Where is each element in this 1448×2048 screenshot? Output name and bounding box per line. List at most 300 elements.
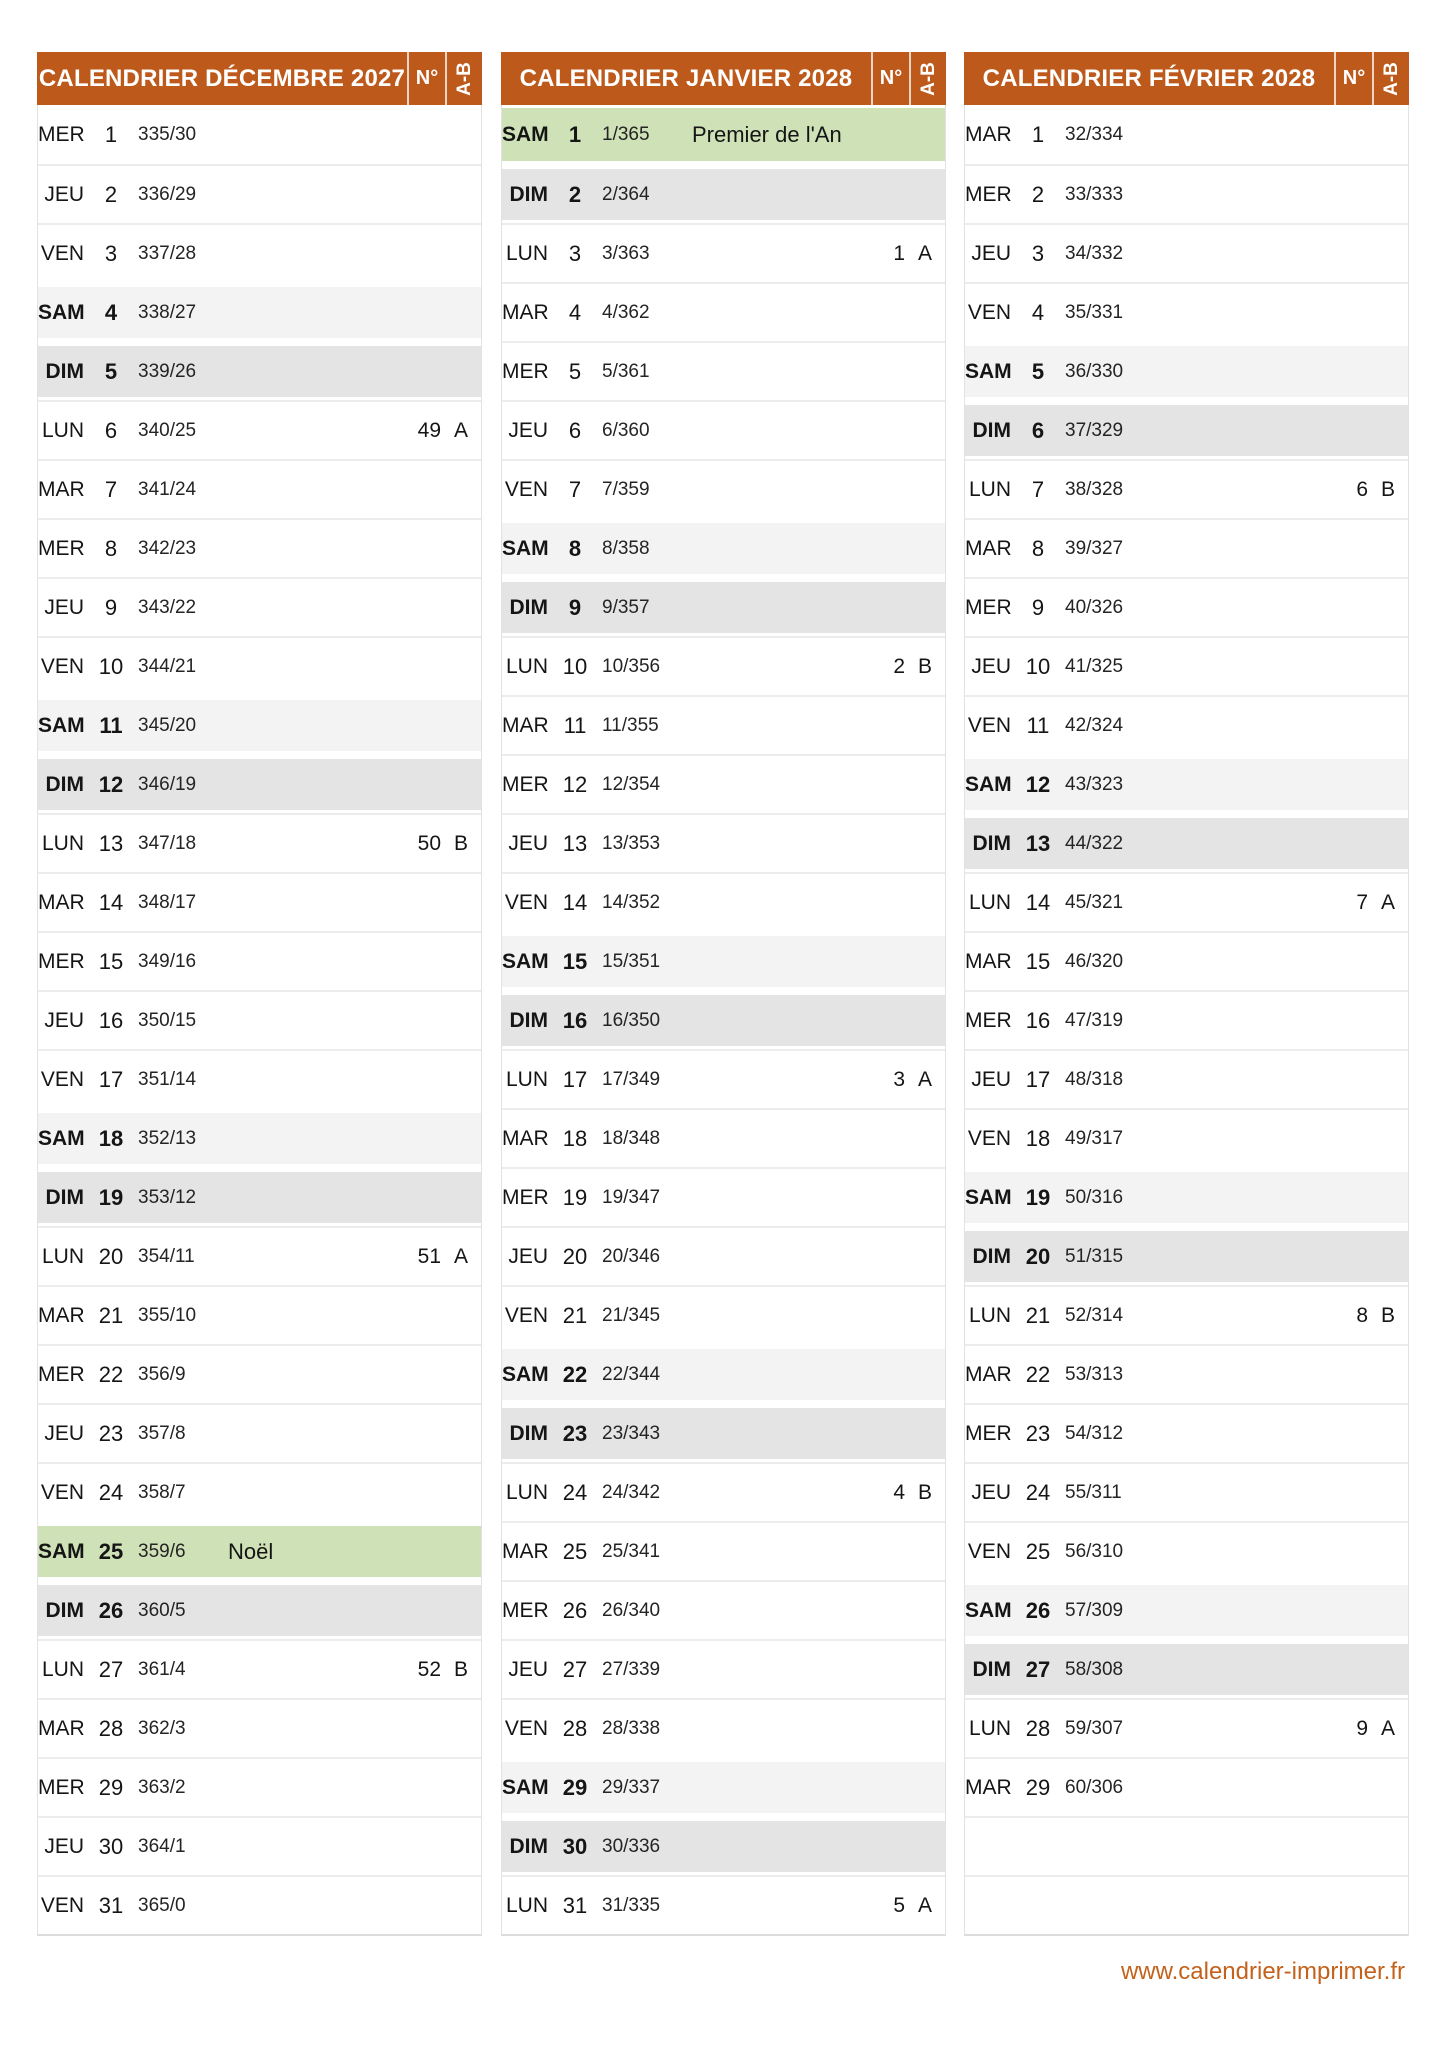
day-number: 29 bbox=[1025, 1774, 1051, 1800]
day-number: 11 bbox=[1026, 712, 1050, 738]
ab-column-header bbox=[909, 52, 946, 105]
week-letter: A bbox=[1380, 1716, 1395, 1740]
day-row bbox=[38, 459, 481, 518]
day-row bbox=[38, 813, 481, 872]
day-number: 15 bbox=[562, 948, 588, 974]
day-number: 16 bbox=[98, 1007, 124, 1033]
day-of-year: 8/358 bbox=[602, 537, 650, 559]
day-row bbox=[38, 1639, 481, 1698]
day-name: DIM bbox=[972, 1657, 1011, 1681]
day-number: 8 bbox=[568, 535, 582, 561]
day-row bbox=[38, 223, 481, 282]
day-of-year: 344/21 bbox=[138, 655, 197, 677]
day-name: LUN bbox=[968, 477, 1011, 501]
day-number: 31 bbox=[562, 1892, 588, 1918]
day-of-year: 29/337 bbox=[602, 1776, 661, 1798]
day-name: SAM bbox=[502, 1775, 549, 1799]
day-of-year: 364/1 bbox=[138, 1835, 186, 1857]
day-of-year: 30/336 bbox=[602, 1835, 661, 1857]
week-letter: B bbox=[453, 1657, 468, 1681]
day-row bbox=[965, 518, 1408, 577]
day-name: SAM bbox=[38, 300, 85, 324]
day-of-year: 13/353 bbox=[602, 832, 661, 854]
day-name: MAR bbox=[38, 477, 85, 501]
day-name: JEU bbox=[44, 182, 84, 206]
ab-column-label: A-B bbox=[453, 61, 475, 96]
day-name: JEU bbox=[44, 1008, 84, 1032]
day-row bbox=[965, 341, 1408, 400]
day-name: LUN bbox=[968, 1716, 1011, 1740]
day-of-year: 46/320 bbox=[1065, 950, 1124, 972]
day-name: MER bbox=[965, 182, 1012, 206]
day-number: 27 bbox=[1025, 1656, 1051, 1682]
day-name: LUN bbox=[41, 831, 84, 855]
day-row bbox=[965, 636, 1408, 695]
day-of-year: 15/351 bbox=[602, 950, 661, 972]
day-name: MAR bbox=[965, 122, 1012, 146]
day-row bbox=[38, 164, 481, 223]
day-name: JEU bbox=[44, 595, 84, 619]
day-name: SAM bbox=[502, 949, 549, 973]
day-row bbox=[38, 1580, 481, 1639]
week-number: 7 bbox=[1356, 890, 1368, 914]
day-of-year: 1/365 bbox=[602, 123, 650, 145]
day-row bbox=[38, 400, 481, 459]
day-row bbox=[502, 577, 945, 636]
calendar-february-2028 bbox=[964, 52, 1409, 1936]
day-number: 5 bbox=[1031, 358, 1045, 384]
day-number: 29 bbox=[562, 1774, 588, 1800]
day-of-year: 42/324 bbox=[1065, 714, 1124, 736]
day-of-year: 342/23 bbox=[138, 537, 197, 559]
day-row bbox=[502, 1875, 945, 1934]
day-of-year: 335/30 bbox=[138, 123, 197, 145]
day-number: 7 bbox=[104, 476, 118, 502]
day-number: 1 bbox=[568, 121, 582, 147]
week-number: 2 bbox=[893, 654, 905, 678]
day-row bbox=[502, 1108, 945, 1167]
week-letter: A bbox=[453, 418, 468, 442]
day-name: VEN bbox=[504, 477, 548, 501]
day-name: SAM bbox=[502, 1362, 549, 1386]
day-name: SAM bbox=[38, 1126, 85, 1150]
week-number: 8 bbox=[1356, 1303, 1368, 1327]
day-number: 16 bbox=[562, 1007, 588, 1033]
day-name: MAR bbox=[965, 536, 1012, 560]
day-name: MAR bbox=[38, 1716, 85, 1740]
day-name: LUN bbox=[968, 890, 1011, 914]
day-name: SAM bbox=[965, 359, 1012, 383]
day-number: 31 bbox=[98, 1892, 124, 1918]
day-number: 14 bbox=[562, 889, 588, 915]
day-number: 28 bbox=[98, 1715, 124, 1741]
day-of-year: 45/321 bbox=[1065, 891, 1124, 913]
day-of-year: 357/8 bbox=[138, 1422, 186, 1444]
day-row bbox=[965, 931, 1408, 990]
day-of-year: 47/319 bbox=[1065, 1009, 1124, 1031]
day-name: JEU bbox=[44, 1834, 84, 1858]
day-row bbox=[502, 1285, 945, 1344]
day-of-year: 38/328 bbox=[1065, 478, 1124, 500]
day-name: VEN bbox=[40, 1893, 84, 1917]
day-of-year: 338/27 bbox=[138, 301, 197, 323]
day-name: DIM bbox=[972, 418, 1011, 442]
day-of-year: 343/22 bbox=[138, 596, 197, 618]
day-number: 25 bbox=[1025, 1538, 1051, 1564]
day-row bbox=[502, 1816, 945, 1875]
day-of-year: 11/355 bbox=[602, 714, 659, 736]
calendar-body bbox=[37, 105, 482, 1936]
day-of-year: 28/338 bbox=[602, 1717, 661, 1739]
day-row bbox=[965, 1049, 1408, 1108]
day-of-year: 27/339 bbox=[602, 1658, 661, 1680]
day-number: 6 bbox=[104, 417, 118, 443]
day-of-year: 20/346 bbox=[602, 1245, 661, 1267]
day-row bbox=[965, 872, 1408, 931]
day-number: 9 bbox=[104, 594, 118, 620]
day-row bbox=[502, 1580, 945, 1639]
day-number: 1 bbox=[1031, 121, 1045, 147]
day-name: MAR bbox=[502, 713, 549, 737]
day-of-year: 25/341 bbox=[602, 1540, 661, 1562]
day-name: VEN bbox=[40, 654, 84, 678]
day-number: 12 bbox=[98, 771, 124, 797]
day-number: 7 bbox=[568, 476, 582, 502]
week-number: 5 bbox=[893, 1893, 905, 1917]
day-row bbox=[38, 518, 481, 577]
day-number: 9 bbox=[568, 594, 582, 620]
day-of-year: 35/331 bbox=[1065, 301, 1124, 323]
day-number: 17 bbox=[1025, 1066, 1051, 1092]
day-of-year: 351/14 bbox=[138, 1068, 197, 1090]
day-name: SAM bbox=[38, 1539, 85, 1563]
day-number: 13 bbox=[562, 830, 588, 856]
day-of-year: 48/318 bbox=[1065, 1068, 1124, 1090]
holiday-label: Premier de l'An bbox=[692, 121, 842, 147]
day-number: 26 bbox=[98, 1597, 124, 1623]
day-row bbox=[965, 400, 1408, 459]
day-name: DIM bbox=[509, 1421, 548, 1445]
day-name: JEU bbox=[971, 654, 1011, 678]
day-name: VEN bbox=[967, 713, 1011, 737]
website-url-link[interactable]: www.calendrier-imprimer.fr bbox=[1120, 1958, 1405, 1985]
day-of-year: 53/313 bbox=[1065, 1363, 1124, 1385]
day-name: LUN bbox=[505, 1067, 548, 1091]
day-number: 22 bbox=[1025, 1361, 1051, 1387]
day-number: 14 bbox=[98, 889, 124, 915]
day-of-year: 22/344 bbox=[602, 1363, 661, 1385]
day-row bbox=[965, 1344, 1408, 1403]
day-number: 20 bbox=[1025, 1243, 1051, 1269]
ab-column-label: A-B bbox=[1380, 61, 1402, 96]
week-number: 9 bbox=[1356, 1716, 1368, 1740]
day-of-year: 340/25 bbox=[138, 419, 197, 441]
day-number: 30 bbox=[562, 1833, 588, 1859]
day-number: 23 bbox=[1025, 1420, 1051, 1446]
day-row bbox=[502, 518, 945, 577]
day-of-year: 26/340 bbox=[602, 1599, 661, 1621]
week-letter: B bbox=[1380, 477, 1395, 501]
week-letter: A bbox=[453, 1244, 468, 1268]
day-name: MER bbox=[38, 122, 85, 146]
day-number: 24 bbox=[98, 1479, 124, 1505]
day-number: 21 bbox=[562, 1302, 588, 1328]
day-row bbox=[965, 1108, 1408, 1167]
day-name: SAM bbox=[38, 713, 85, 737]
day-row bbox=[38, 1226, 481, 1285]
day-row bbox=[965, 577, 1408, 636]
day-name: DIM bbox=[45, 1598, 84, 1622]
day-of-year: 39/327 bbox=[1065, 537, 1124, 559]
day-row bbox=[502, 223, 945, 282]
day-number: 28 bbox=[1025, 1715, 1051, 1741]
day-number: 20 bbox=[562, 1243, 588, 1269]
day-name: SAM bbox=[965, 772, 1012, 796]
week-letter: B bbox=[1380, 1303, 1395, 1327]
day-name: DIM bbox=[509, 1834, 548, 1858]
day-name: MER bbox=[502, 772, 549, 796]
day-name: MER bbox=[38, 1775, 85, 1799]
day-number: 27 bbox=[98, 1656, 124, 1682]
calendar-body bbox=[964, 105, 1409, 1936]
day-name: VEN bbox=[967, 300, 1011, 324]
day-row bbox=[502, 1521, 945, 1580]
day-name: MAR bbox=[38, 1303, 85, 1327]
day-name: MAR bbox=[502, 300, 549, 324]
day-number: 11 bbox=[99, 712, 123, 738]
day-number: 28 bbox=[562, 1715, 588, 1741]
day-of-year: 52/314 bbox=[1065, 1304, 1124, 1326]
day-of-year: 49/317 bbox=[1065, 1127, 1124, 1149]
day-row bbox=[965, 1698, 1408, 1757]
week-number: 4 bbox=[893, 1480, 905, 1504]
day-number: 27 bbox=[562, 1656, 588, 1682]
day-number: 10 bbox=[1025, 653, 1051, 679]
day-row bbox=[965, 1521, 1408, 1580]
day-row bbox=[502, 695, 945, 754]
day-row bbox=[38, 1403, 481, 1462]
day-row bbox=[965, 1226, 1408, 1285]
calendar-december-2027 bbox=[37, 52, 482, 1936]
day-number: 1 bbox=[104, 121, 118, 147]
day-row bbox=[38, 754, 481, 813]
day-of-year: 31/335 bbox=[602, 1894, 661, 1916]
day-name: SAM bbox=[965, 1185, 1012, 1209]
day-number: 3 bbox=[568, 240, 582, 266]
day-of-year: 32/334 bbox=[1065, 123, 1124, 145]
day-of-year: 360/5 bbox=[138, 1599, 186, 1621]
day-name: MAR bbox=[38, 890, 85, 914]
day-name: JEU bbox=[971, 1067, 1011, 1091]
day-number: 20 bbox=[98, 1243, 124, 1269]
day-row bbox=[38, 636, 481, 695]
day-of-year: 44/322 bbox=[1065, 832, 1124, 854]
day-number: 6 bbox=[1031, 417, 1045, 443]
day-number: 2 bbox=[104, 181, 118, 207]
day-row bbox=[502, 813, 945, 872]
calendar-title: CALENDRIER JANVIER 2028 bbox=[519, 64, 853, 92]
day-of-year: 5/361 bbox=[602, 360, 650, 382]
day-row bbox=[965, 1580, 1408, 1639]
day-number: 23 bbox=[562, 1420, 588, 1446]
day-row bbox=[502, 282, 945, 341]
day-number: 11 bbox=[563, 712, 587, 738]
day-number: 8 bbox=[104, 535, 118, 561]
day-name: LUN bbox=[968, 1303, 1011, 1327]
day-name: LUN bbox=[41, 418, 84, 442]
day-row bbox=[502, 1698, 945, 1757]
day-of-year: 4/362 bbox=[602, 301, 650, 323]
day-of-year: 57/309 bbox=[1065, 1599, 1124, 1621]
day-of-year: 347/18 bbox=[138, 832, 197, 854]
day-row bbox=[38, 1816, 481, 1875]
week-number: 51 bbox=[417, 1244, 441, 1268]
day-row bbox=[38, 577, 481, 636]
day-number: 29 bbox=[98, 1774, 124, 1800]
day-name: MER bbox=[502, 359, 549, 383]
day-number: 5 bbox=[104, 358, 118, 384]
ab-column-header bbox=[1372, 52, 1409, 105]
day-name: LUN bbox=[41, 1657, 84, 1681]
day-row bbox=[965, 1462, 1408, 1521]
day-number: 24 bbox=[562, 1479, 588, 1505]
day-number: 30 bbox=[98, 1833, 124, 1859]
day-name: DIM bbox=[45, 1185, 84, 1209]
day-of-year: 18/348 bbox=[602, 1127, 661, 1149]
day-name: SAM bbox=[502, 122, 549, 146]
day-of-year: 353/12 bbox=[138, 1186, 197, 1208]
day-row bbox=[502, 400, 945, 459]
day-row bbox=[38, 282, 481, 341]
day-row bbox=[965, 1639, 1408, 1698]
week-letter: B bbox=[917, 654, 932, 678]
day-of-year: 17/349 bbox=[602, 1068, 661, 1090]
day-row bbox=[502, 1344, 945, 1403]
day-name: JEU bbox=[508, 1244, 548, 1268]
day-number: 5 bbox=[568, 358, 582, 384]
day-number: 23 bbox=[98, 1420, 124, 1446]
day-name: VEN bbox=[504, 1716, 548, 1740]
day-number: 6 bbox=[568, 417, 582, 443]
calendar-header bbox=[501, 52, 946, 105]
day-number: 25 bbox=[98, 1538, 124, 1564]
day-of-year: 358/7 bbox=[138, 1481, 186, 1503]
day-name: DIM bbox=[509, 595, 548, 619]
week-letter: B bbox=[453, 831, 468, 855]
day-number: 13 bbox=[98, 830, 124, 856]
day-name: SAM bbox=[502, 536, 549, 560]
day-of-year: 9/357 bbox=[602, 596, 650, 618]
day-of-year: 7/359 bbox=[602, 478, 650, 500]
day-name: VEN bbox=[967, 1539, 1011, 1563]
day-number: 22 bbox=[98, 1361, 124, 1387]
day-row bbox=[965, 695, 1408, 754]
day-of-year: 349/16 bbox=[138, 950, 197, 972]
day-row bbox=[502, 459, 945, 518]
day-of-year: 2/364 bbox=[602, 183, 650, 205]
day-row bbox=[502, 754, 945, 813]
day-row bbox=[38, 1285, 481, 1344]
day-of-year: 6/360 bbox=[602, 419, 650, 441]
day-name: MER bbox=[38, 949, 85, 973]
day-of-year: 354/11 bbox=[138, 1245, 195, 1267]
day-number: 21 bbox=[98, 1302, 124, 1328]
day-name: JEU bbox=[971, 1480, 1011, 1504]
day-of-year: 59/307 bbox=[1065, 1717, 1124, 1739]
week-letter: A bbox=[1380, 890, 1395, 914]
day-row bbox=[502, 105, 945, 164]
day-number: 7 bbox=[1031, 476, 1045, 502]
day-row bbox=[502, 1403, 945, 1462]
day-name: LUN bbox=[505, 654, 548, 678]
day-name: MAR bbox=[502, 1539, 549, 1563]
day-of-year: 350/15 bbox=[138, 1009, 197, 1031]
day-name: MER bbox=[965, 1421, 1012, 1445]
week-letter: A bbox=[917, 241, 932, 265]
calendar-title: CALENDRIER FÉVRIER 2028 bbox=[982, 64, 1316, 92]
day-row bbox=[965, 1285, 1408, 1344]
day-of-year: 34/332 bbox=[1065, 242, 1124, 264]
day-name: DIM bbox=[972, 1244, 1011, 1268]
day-of-year: 3/363 bbox=[602, 242, 650, 264]
week-number: 3 bbox=[893, 1067, 905, 1091]
day-name: LUN bbox=[505, 1480, 548, 1504]
day-number: 15 bbox=[98, 948, 124, 974]
day-of-year: 355/10 bbox=[138, 1304, 197, 1326]
day-number: 18 bbox=[562, 1125, 588, 1151]
day-row bbox=[965, 1757, 1408, 1816]
day-number: 3 bbox=[104, 240, 118, 266]
day-name: LUN bbox=[505, 241, 548, 265]
day-row bbox=[965, 282, 1408, 341]
day-name: VEN bbox=[504, 890, 548, 914]
day-row bbox=[502, 872, 945, 931]
day-of-year: 51/315 bbox=[1065, 1245, 1124, 1267]
day-name: MER bbox=[965, 1008, 1012, 1032]
day-name: LUN bbox=[505, 1893, 548, 1917]
day-number: 24 bbox=[1025, 1479, 1051, 1505]
day-row bbox=[965, 990, 1408, 1049]
calendar-title: CALENDRIER DÉCEMBRE 2027 bbox=[38, 64, 406, 92]
day-row bbox=[502, 1639, 945, 1698]
day-name: JEU bbox=[44, 1421, 84, 1445]
day-number: 2 bbox=[1031, 181, 1045, 207]
day-number: 9 bbox=[1031, 594, 1045, 620]
day-of-year: 33/333 bbox=[1065, 183, 1124, 205]
day-row bbox=[502, 1049, 945, 1108]
day-number: 10 bbox=[98, 653, 124, 679]
day-of-year: 43/323 bbox=[1065, 773, 1124, 795]
day-row bbox=[38, 1462, 481, 1521]
calendar-header bbox=[964, 52, 1409, 105]
day-name: MAR bbox=[502, 1126, 549, 1150]
day-name: JEU bbox=[508, 1657, 548, 1681]
day-row bbox=[38, 1344, 481, 1403]
day-row bbox=[38, 695, 481, 754]
day-number: 12 bbox=[562, 771, 588, 797]
day-name: DIM bbox=[972, 831, 1011, 855]
day-row bbox=[38, 1875, 481, 1934]
day-row bbox=[38, 1698, 481, 1757]
day-number: 19 bbox=[562, 1184, 588, 1210]
day-row bbox=[38, 105, 481, 164]
day-of-year: 348/17 bbox=[138, 891, 197, 913]
day-of-year: 56/310 bbox=[1065, 1540, 1124, 1562]
week-letter: B bbox=[917, 1480, 932, 1504]
day-number: 8 bbox=[1031, 535, 1045, 561]
day-row bbox=[502, 164, 945, 223]
day-of-year: 37/329 bbox=[1065, 419, 1124, 441]
